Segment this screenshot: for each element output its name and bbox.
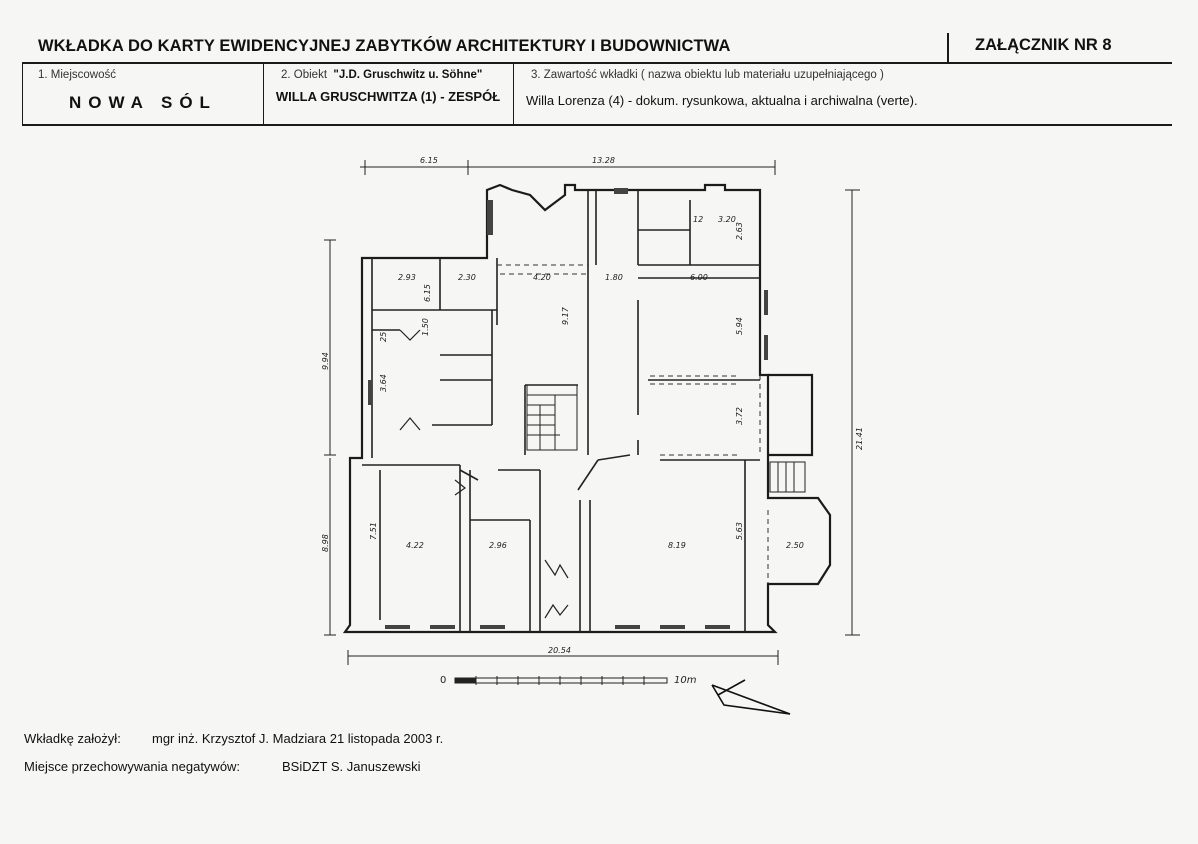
dim-top-left: 6.15: [420, 156, 438, 165]
dim-room-422: 4.22: [406, 541, 424, 550]
dim-top-right: 13.28: [592, 156, 615, 165]
contents-value: Willa Lorenza (4) - dokum. rysunkowa, aktualna i archiwalna (verte).: [526, 93, 918, 108]
dim-room-420: 4.20: [533, 273, 551, 282]
dim-bottom-total: 20.54: [548, 646, 571, 655]
dim-room-12: 12: [693, 215, 704, 224]
dim-room-615: 6.15: [423, 284, 432, 302]
dim-room-372: 3.72: [735, 407, 744, 425]
dim-room-180: 1.80: [605, 273, 623, 282]
storage-label: Miejsce przechowywania negatywów:: [24, 759, 241, 774]
window-marks: [368, 188, 768, 629]
scale-bar: [440, 675, 697, 686]
dim-left-lower: 8.98: [321, 534, 330, 552]
object-label-name: "J.D. Gruschwitz u. Söhne": [333, 69, 483, 81]
founder-line: [24, 731, 443, 746]
annex-number: ZAŁĄCZNIK NR 8: [975, 36, 1112, 54]
dim-room-594: 5.94: [735, 317, 744, 335]
scale-zero: 0: [440, 675, 447, 686]
dim-room-917: 9.17: [561, 307, 570, 325]
dim-room-250: 2.50: [786, 541, 804, 550]
staircase: [527, 385, 805, 492]
founder-value: mgr inż. Krzysztof J. Madziara 21 listopada 2003 r.: [152, 731, 444, 746]
contents-label: 3. Zawartość wkładki ( nazwa obiektu lub materiału uzupełniającego ): [531, 69, 884, 81]
dim-room-819: 8.19: [668, 541, 686, 550]
founder-label: Wkładkę założył:: [24, 731, 121, 746]
dimension-lines: [324, 160, 860, 665]
dim-room-230: 2.30: [458, 273, 476, 282]
dim-left-upper: 9.94: [321, 352, 330, 370]
dim-room-296: 2.96: [489, 541, 507, 550]
dim-room-320: 3.20: [718, 215, 736, 224]
locality-label: 1. Miejscowość: [38, 69, 116, 81]
document-title: WKŁADKA DO KARTY EWIDENCYJNEJ ZABYTKÓW ARCHITEKTURY I BUDOWNICTWA: [38, 37, 731, 55]
scale-label: 10m: [674, 675, 697, 686]
dim-room-364: 3.64: [379, 374, 388, 392]
dim-room-751: 7.51: [369, 522, 378, 540]
dim-room-25: 25: [379, 331, 388, 342]
dim-room-293: 2.93: [398, 273, 416, 282]
dim-right-total: 21.41: [855, 427, 864, 450]
dim-room-150: 1.50: [421, 318, 430, 336]
storage-line: [24, 759, 420, 774]
dim-room-563: 5.63: [735, 522, 744, 540]
object-value: WILLA GRUSCHWITZA (1) - ZESPÓŁ: [275, 89, 501, 104]
dimension-labels: [321, 156, 864, 655]
locality-value: NOWA SÓL: [69, 93, 217, 112]
dim-room-263: 2.63: [735, 222, 744, 240]
dim-room-600: 6.00: [690, 273, 708, 282]
door-swings: [400, 330, 568, 618]
north-arrow-icon: [712, 680, 790, 714]
object-label-prefix: 2. Obiekt: [281, 69, 328, 81]
storage-value: BSiDZT S. Januszewski: [282, 759, 421, 774]
